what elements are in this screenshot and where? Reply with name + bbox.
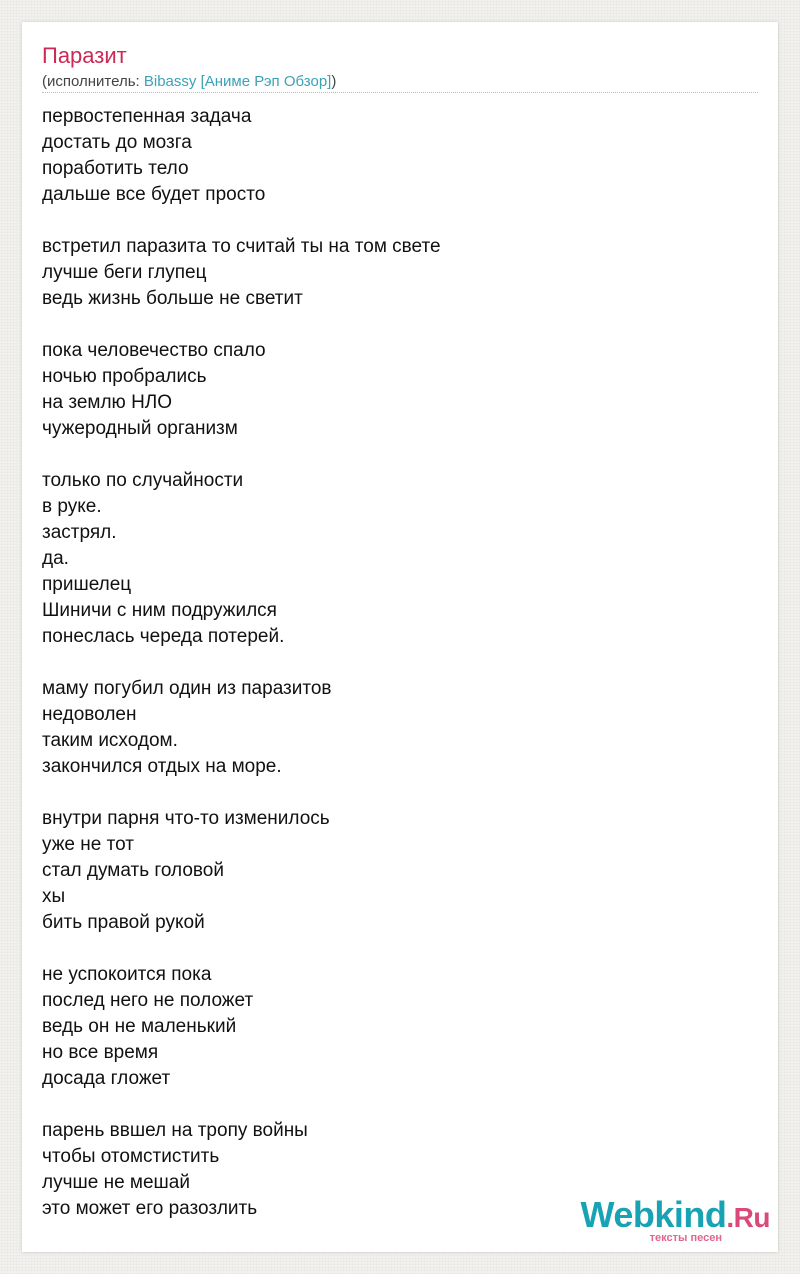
lyric-line: таким исходом. [42, 730, 178, 751]
lyric-line: застрял. [42, 522, 117, 543]
stanza [42, 962, 742, 1092]
artist-prefix: (исполнитель: [42, 73, 144, 90]
artist-suffix: ) [331, 73, 337, 90]
lyric-line: не успокоится пока [42, 964, 212, 985]
lyric-line: внутри парня что-то изменилось [42, 808, 330, 829]
lyric-line: пока человечество спало [42, 340, 266, 361]
lyric-line: ночью пробрались [42, 366, 207, 387]
stanza [42, 806, 742, 936]
lyric-line: маму погубил один из паразитов [42, 678, 332, 699]
stanza [42, 234, 742, 312]
lyric-line: чужеродный организм [42, 418, 238, 439]
stanza [42, 676, 742, 780]
lyric-line: дальше все будет просто [42, 184, 266, 205]
lyric-line: лучше беги глупец [42, 262, 207, 283]
logo-tagline: тексты песен [649, 1232, 722, 1244]
stanza [42, 468, 742, 650]
lyrics-text [42, 104, 742, 1248]
lyric-line: поработить тело [42, 158, 189, 179]
logo-wordmark: Webkind.Ru [580, 1194, 770, 1235]
lyric-line: ведь он не маленький [42, 1016, 237, 1037]
song-title: Паразит [42, 43, 127, 68]
lyric-line: чтобы отомстистить [42, 1146, 220, 1167]
lyric-line: пришелец [42, 574, 132, 595]
lyric-line: но все время [42, 1042, 159, 1063]
lyric-line: лучше не мешай [42, 1172, 190, 1193]
lyric-line: уже не тот [42, 834, 134, 855]
lyric-line: бить правой рукой [42, 912, 205, 933]
lyric-line: в руке. [42, 496, 102, 517]
divider [42, 92, 758, 93]
lyric-line: закончился отдых на море. [42, 756, 282, 777]
lyric-line: на землю НЛО [42, 392, 173, 413]
lyric-line: недоволен [42, 704, 137, 725]
lyric-line: да. [42, 548, 69, 569]
lyric-line: послед него не положет [42, 990, 254, 1011]
stanza [42, 104, 742, 208]
lyric-line: первостепенная задача [42, 106, 252, 127]
lyric-line: парень ввшел на тропу войны [42, 1120, 308, 1141]
lyric-line: стал думать головой [42, 860, 224, 881]
lyric-line: это может его разозлить [42, 1198, 258, 1219]
webkind-logo[interactable] [570, 1196, 770, 1246]
lyric-line: понеслась череда потерей. [42, 626, 285, 647]
lyrics-card [22, 22, 778, 1252]
lyric-line: досада гложет [42, 1068, 171, 1089]
artist-line [42, 72, 336, 92]
lyric-line: достать до мозга [42, 132, 192, 153]
stanza [42, 338, 742, 442]
lyric-line: только по случайности [42, 470, 244, 491]
artist-link[interactable]: Bibassy [Аниме Рэп Обзор] [143, 73, 332, 90]
lyric-line: Шиничи с ним подружился [42, 600, 277, 621]
lyric-line: хы [42, 886, 66, 907]
lyric-line: ведь жизнь больше не светит [42, 288, 303, 309]
lyric-line: встретил паразита то считай ты на том свете [42, 236, 441, 257]
